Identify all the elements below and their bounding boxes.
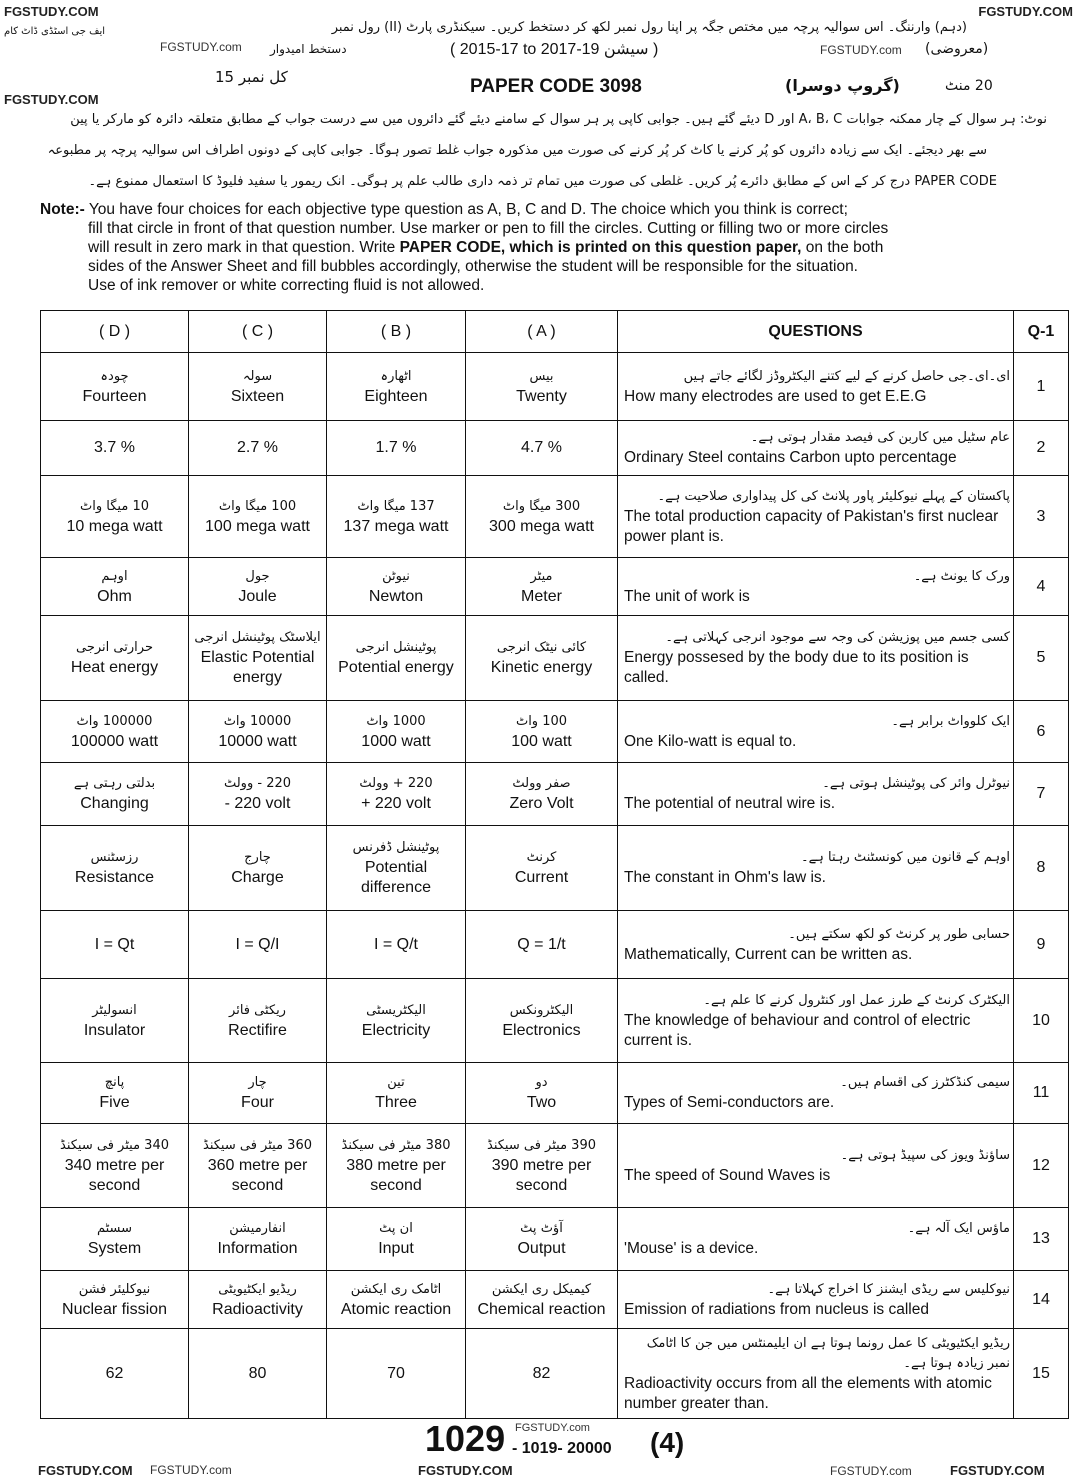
question-urdu: حسابی طور پر کرنٹ کو لکھ سکتے ہیں۔ [788, 926, 1010, 942]
option-english: Potential energy [338, 659, 454, 676]
option-urdu: 340 میٹر فی سیکنڈ [60, 1137, 169, 1153]
option-d [41, 763, 189, 826]
option-c [189, 1208, 327, 1271]
question-english: Mathematically, Current can be written as. [624, 945, 913, 963]
option-english: I = Q/I [235, 935, 280, 953]
option-english: Electricity [361, 1021, 431, 1039]
option-a [466, 616, 618, 701]
note-line: sides of the Answer Sheet and fill bubbles accordingly, otherwise the student will be responsible for the situation. [88, 258, 858, 275]
option-b [327, 1124, 466, 1208]
question-urdu: ماؤس ایک آلہ ہے۔ [907, 1221, 1010, 1236]
table-row [41, 826, 1069, 911]
question-number: 13 [1014, 1208, 1069, 1271]
option-english: Fourteen [82, 387, 147, 405]
option-urdu: 300 میگا واٹ [502, 498, 581, 514]
option-c [189, 1271, 327, 1329]
option-urdu: پانچ [104, 1075, 125, 1090]
option-english: Eighteen [364, 387, 428, 405]
option-urdu: اٹھارہ [380, 368, 412, 384]
footer-code: 1029 [425, 1418, 506, 1459]
table-row [41, 763, 1069, 826]
option-c [189, 979, 327, 1063]
option-c [189, 1063, 327, 1124]
option-a [466, 476, 618, 558]
option-english: Output [517, 1240, 566, 1257]
table-row [41, 1329, 1069, 1419]
option-urdu: 100 میگا واٹ [218, 498, 297, 514]
option-urdu: 360 میٹر فی سیکنڈ [203, 1137, 312, 1153]
question [618, 476, 1014, 558]
option-a [466, 701, 618, 763]
option-english: 10 mega watt [66, 517, 163, 535]
question-number: 15 [1014, 1329, 1069, 1419]
question-number: 5 [1014, 616, 1069, 701]
option-d [41, 476, 189, 558]
option-b [327, 558, 466, 616]
note-urdu-2: سے بھر دیجئے۔ ایک سے زیادہ دائروں کو پُر کرنے یا کاٹ کر پُر کرنے کی صورت میں مذکورہ جواب غلط تصور ہوگا۔ جوابی کاپی کے دونوں اطراف اس سوالیہ پرچہ پر مطبوعہ [47, 143, 987, 158]
watermark: FGSTUDY.COM [418, 1463, 513, 1478]
option-c [189, 558, 327, 616]
header-warning: (دہم) وارننگ۔ اس سوالیہ پرچہ میں مختص جگہ پر اپنا رول نمبر لکھ کر دستخط کریں۔ سیکنڈری پارٹ (II) رول نمبر [331, 20, 967, 35]
option-english: 1000 watt [361, 732, 431, 750]
option-urdu: الیکٹرونکس [509, 1002, 574, 1018]
option-c [189, 911, 327, 979]
option-urdu: چارج [244, 850, 271, 865]
header-option-d: ( D ) [41, 311, 189, 353]
option-english: Atomic reaction [340, 1300, 452, 1318]
question [618, 353, 1014, 421]
candidate-signature: دستخط امیدوار [270, 42, 347, 56]
option-d [41, 558, 189, 616]
option-english: Meter [521, 587, 562, 605]
option-b [327, 763, 466, 826]
question [618, 1063, 1014, 1124]
question-english: One Kilo-watt is equal to. [624, 732, 797, 750]
option-urdu: 220 - وولٹ [223, 776, 292, 791]
option-b [327, 1208, 466, 1271]
option-b [327, 826, 466, 911]
option-english: 300 mega watt [489, 517, 594, 535]
option-urdu: اوہم [101, 568, 128, 584]
question-english: The knowledge of behaviour and control of electric current is. [624, 1011, 971, 1049]
header-questions: QUESTIONS [618, 311, 1014, 353]
question-urdu: ریڈیو ایکٹیویٹی کا عمل رونما ہوتا ہے ان ایلیمنٹس میں جن کا اٹامک نمبر زیادہ ہوتا ہے۔ [646, 1335, 1010, 1371]
option-d [41, 1124, 189, 1208]
question-urdu: ساؤنڈ ویوز کی سپیڈ ہوتی ہے۔ [840, 1147, 1010, 1163]
watermark: FGSTUDY.COM [978, 4, 1073, 19]
option-urdu: بدلتی رہتی ہے [73, 776, 156, 791]
option-c [189, 353, 327, 421]
option-d [41, 421, 189, 476]
option-b [327, 1329, 466, 1419]
option-b [327, 476, 466, 558]
option-urdu: الیکٹریسٹی [366, 1002, 426, 1018]
option-english: 4.7 % [521, 439, 562, 456]
group: (گروپ دوسرا) [785, 76, 900, 95]
option-english: Changing [80, 795, 149, 812]
question [618, 1271, 1014, 1329]
option-english: 390 metre per second [491, 1156, 592, 1194]
option-english: Kinetic energy [490, 659, 593, 676]
option-english: Elastic Potential energy [200, 649, 315, 686]
option-urdu: کیمیکل ری ایکشن [491, 1281, 592, 1297]
option-english: 70 [387, 1364, 405, 1382]
option-urdu: 390 میٹر فی سیکنڈ [487, 1137, 596, 1153]
option-a [466, 763, 618, 826]
option-english: Two [526, 1094, 557, 1111]
option-english: I = Qt [94, 935, 135, 953]
option-english: Twenty [516, 387, 567, 405]
note-text: will result in zero mark in that question. Write [88, 239, 400, 256]
question-number: 6 [1014, 701, 1069, 763]
option-english: Charge [231, 869, 284, 886]
option-urdu: پوٹینشل ڈفرنس [352, 840, 440, 855]
option-urdu: میٹر [530, 568, 553, 584]
option-d [41, 1271, 189, 1329]
option-english: 100 watt [511, 732, 572, 750]
option-english: 1.7 % [375, 439, 417, 456]
option-urdu: ریکٹی فائر [229, 1002, 286, 1018]
option-b [327, 701, 466, 763]
question [618, 421, 1014, 476]
option-english: Potential difference [361, 859, 431, 896]
option-urdu: انفارمیشن [229, 1221, 286, 1236]
option-a [466, 558, 618, 616]
header-option-c: ( C ) [189, 311, 327, 353]
option-urdu: 220 + وولٹ [359, 776, 433, 791]
question-english: The unit of work is [624, 587, 750, 605]
watermark: FGSTUDY.com [830, 1464, 912, 1478]
option-a [466, 1063, 618, 1124]
paper-code: PAPER CODE 3098 [470, 76, 642, 97]
option-b [327, 979, 466, 1063]
note-bold: PAPER CODE, which is printed on this question paper, [399, 239, 802, 256]
option-english: Five [99, 1094, 130, 1111]
option-english: 62 [105, 1364, 124, 1382]
option-urdu: سسٹم [96, 1221, 133, 1236]
option-english: Insulator [83, 1021, 146, 1039]
question-number: 1 [1014, 353, 1069, 421]
option-urdu: 10 میگا واٹ [80, 498, 149, 514]
option-english: Rectifire [228, 1021, 287, 1039]
question-english: 'Mouse' is a device. [624, 1240, 759, 1257]
option-english: Information [217, 1240, 298, 1257]
option-english: Ohm [97, 587, 132, 605]
question [618, 1208, 1014, 1271]
option-english: 2.7 % [237, 439, 278, 456]
option-urdu: 10000 واٹ [223, 713, 292, 729]
question [618, 763, 1014, 826]
question-urdu: سیمی کنڈکٹرز کی اقسام ہیں۔ [840, 1075, 1010, 1090]
option-urdu: صفر وولٹ [512, 776, 571, 791]
question-urdu: ای۔ای۔جی حاصل کرنے کے لیے کتنے الیکٹروڈز لگائے جاتے ہیں [683, 368, 1010, 384]
question-urdu: ایک کلوواٹ برابر ہے۔ [891, 713, 1010, 729]
option-urdu: نیوکلیئر فشن [78, 1281, 151, 1297]
note-urdu-1: نوٹ: ہر سوال کے چار ممکنہ جوابات A، B، C اور D دیئے گئے ہیں۔ جوابی کاپی پر ہر سوال کے سامنے دیئے گئے دائروں میں سے درست جواب کے مطابق متعلقہ دائرہ کو مارکر یا پین [70, 112, 1047, 127]
option-a [466, 1124, 618, 1208]
option-b [327, 911, 466, 979]
option-english: Four [241, 1094, 274, 1111]
table-row [41, 701, 1069, 763]
option-a [466, 1208, 618, 1271]
question-number: 8 [1014, 826, 1069, 911]
footer-sub: - 1019- 20000 [512, 1440, 612, 1457]
option-urdu: 100 واٹ [515, 713, 568, 729]
option-urdu: بیس [529, 368, 554, 384]
option-urdu: 137 میگا واٹ [357, 498, 435, 514]
option-a [466, 979, 618, 1063]
option-b [327, 1271, 466, 1329]
option-english: I = Q/t [373, 935, 418, 953]
option-urdu: تین [387, 1075, 405, 1090]
option-a [466, 353, 618, 421]
option-b [327, 353, 466, 421]
table-row [41, 1063, 1069, 1124]
option-urdu: چودہ [100, 368, 129, 384]
option-english: Nuclear fission [62, 1300, 167, 1318]
question-english: The potential of neutral wire is. [624, 795, 836, 812]
option-urdu: پوٹینشل انرجی [355, 640, 437, 655]
option-english: 82 [532, 1364, 551, 1382]
option-english: System [87, 1240, 142, 1257]
note-english [40, 200, 1060, 295]
option-d [41, 1329, 189, 1419]
option-urdu: حرارتی انرجی [76, 640, 153, 655]
option-english: + 220 volt [361, 795, 431, 812]
watermark-urdu: ایف جی اسٹڈی ڈاٹ کام [4, 26, 106, 37]
question-number: 9 [1014, 911, 1069, 979]
option-b [327, 1063, 466, 1124]
option-a [466, 421, 618, 476]
option-c [189, 701, 327, 763]
option-c [189, 1329, 327, 1419]
option-c [189, 763, 327, 826]
total-marks: کل نمبر 15 [215, 68, 288, 86]
question-english: How many electrodes are used to get E.E.G [624, 387, 927, 405]
header-option-a: ( A ) [466, 311, 618, 353]
option-urdu: سولہ [242, 368, 273, 384]
table-row [41, 1208, 1069, 1271]
option-english: - 220 volt [224, 795, 291, 812]
option-urdu: 100000 واٹ [76, 713, 153, 729]
option-english: Q = 1/t [517, 935, 566, 953]
watermark: FGSTUDY.COM [38, 1463, 133, 1478]
table-row [41, 476, 1069, 558]
option-english: Newton [368, 587, 424, 605]
table-row [41, 353, 1069, 421]
option-english: 3.7 % [94, 439, 135, 456]
question [618, 701, 1014, 763]
question-urdu: کسی جسم میں پوزیشن کی وجہ سے موجود انرجی کہلاتی ہے۔ [665, 630, 1010, 645]
question-urdu: پاکستان کے پہلے نیوکلیئر پاور پلانٹ کی کل پیداواری صلاحیت ہے۔ [657, 488, 1010, 504]
watermark: FGSTUDY.COM [4, 4, 99, 19]
option-english: Radioactivity [212, 1300, 303, 1318]
table-row [41, 558, 1069, 616]
option-english: Heat energy [70, 659, 159, 676]
option-urdu: ریڈیو ایکٹیویٹی [218, 1281, 297, 1297]
option-urdu: جول [245, 568, 270, 584]
table-row [41, 1124, 1069, 1208]
option-english: Resistance [74, 869, 155, 886]
table-row [41, 1271, 1069, 1329]
watermark: FGSTUDY.com [820, 43, 902, 57]
option-a [466, 911, 618, 979]
question [618, 1124, 1014, 1208]
question-number: 2 [1014, 421, 1069, 476]
option-urdu: ان پٹ [379, 1221, 413, 1236]
option-urdu: رزسٹنس [90, 850, 139, 865]
page-number: (4) [650, 1427, 685, 1458]
option-english: Current [514, 869, 569, 886]
question-english: Emission of radiations from nucleus is called [624, 1300, 929, 1318]
option-d [41, 1208, 189, 1271]
option-english: Chemical reaction [477, 1300, 606, 1318]
option-urdu: چار [248, 1075, 267, 1090]
time-allowed: 20 منٹ [945, 78, 993, 94]
watermark: FGSTUDY.COM [950, 1463, 1045, 1478]
option-english: 380 metre per second [346, 1156, 446, 1194]
option-d [41, 701, 189, 763]
option-a [466, 1271, 618, 1329]
option-a [466, 826, 618, 911]
option-c [189, 1124, 327, 1208]
table-row [41, 421, 1069, 476]
note-line [40, 238, 1060, 257]
watermark: FGSTUDY.com [160, 40, 242, 54]
question-english: The total production capacity of Pakistan's first nuclear power plant is. [624, 507, 999, 545]
table-row [41, 979, 1069, 1063]
option-d [41, 911, 189, 979]
option-english: 137 mega watt [343, 517, 449, 535]
option-c [189, 616, 327, 701]
question [618, 979, 1014, 1063]
option-urdu: اٹامک ری ایکشن [350, 1281, 442, 1297]
note-text: on the both [801, 239, 884, 256]
question-english: Types of Semi-conductors are. [624, 1094, 835, 1111]
question-urdu: اوہم کے قانون میں کونسٹنٹ رہتا ہے۔ [801, 850, 1010, 865]
option-a [466, 1329, 618, 1419]
option-d [41, 616, 189, 701]
question-number: 10 [1014, 979, 1069, 1063]
question [618, 558, 1014, 616]
question-number: 4 [1014, 558, 1069, 616]
table-row [41, 616, 1069, 701]
question [618, 1329, 1014, 1419]
option-urdu: ایلاسٹک پوٹینشل انرجی [194, 630, 321, 645]
question-number: 11 [1014, 1063, 1069, 1124]
option-d [41, 826, 189, 911]
option-c [189, 826, 327, 911]
questions-table [40, 310, 1069, 1419]
option-b [327, 421, 466, 476]
option-english: 100 mega watt [205, 517, 310, 535]
question-urdu: نیوکلیس سے ریڈی ایشنز کا اخراج کہلاتا ہے۔ [767, 1281, 1010, 1297]
watermark: FGSTUDY.com [515, 1422, 590, 1434]
question-number: 12 [1014, 1124, 1069, 1208]
question-urdu: الیکٹرک کرنٹ کے طرز عمل اور کنٹرول کرنے کا علم ہے۔ [703, 992, 1010, 1008]
option-english: 80 [248, 1364, 267, 1382]
option-c [189, 421, 327, 476]
header-option-b: ( B ) [327, 311, 466, 353]
option-b [327, 616, 466, 701]
header-q-number: Q-1 [1014, 311, 1069, 353]
option-english: Sixteen [230, 387, 285, 405]
question-number: 7 [1014, 763, 1069, 826]
session: ( 2015-17 to 2017-19 سیشن ) [450, 41, 659, 58]
note-line: You have four choices for each objective type question as A, B, C and D. The choice which you think is correct; [88, 201, 848, 218]
note-urdu-3: PAPER CODE درج کر کے اس کے مطابق دائرے پُر کریں۔ غلطی کی صورت میں تمام تر ذمہ داری طالب علم پر ہوگی۔ انک ریمور یا سفید فلیوڈ کا استعمال ممنوع ہے۔ [88, 174, 997, 189]
note-label: Note:- [40, 201, 85, 218]
option-english: 360 metre per second [207, 1156, 308, 1194]
option-urdu: کرنٹ [526, 850, 557, 865]
option-english: 100000 watt [70, 732, 159, 750]
option-english: Electronics [502, 1021, 581, 1039]
question [618, 826, 1014, 911]
note-line: Use of ink remover or white correcting fluid is not allowed. [88, 277, 485, 294]
question-english: The constant in Ohm's law is. [624, 869, 826, 886]
question-urdu: عام سٹیل میں کاربن کی فیصد مقدار ہوتی ہے۔ [750, 430, 1010, 445]
question-english: Radioactivity occurs from all the elements with atomic number greater than. [624, 1374, 992, 1412]
question-urdu: نیوٹرل وائر کی پوٹینشل ہوتی ہے۔ [822, 776, 1010, 791]
option-d [41, 979, 189, 1063]
option-english: Input [378, 1240, 414, 1257]
question-urdu: ورک کا یونٹ ہے۔ [913, 568, 1010, 584]
option-urdu: نیوٹن [382, 568, 410, 584]
watermark: FGSTUDY.com [150, 1463, 232, 1477]
option-english: 340 metre per second [64, 1156, 165, 1194]
watermark: FGSTUDY.COM [4, 92, 99, 107]
question-number: 3 [1014, 476, 1069, 558]
option-english: Three [375, 1094, 417, 1111]
question-number: 14 [1014, 1271, 1069, 1329]
question [618, 911, 1014, 979]
question-english: The speed of Sound Waves is [624, 1166, 831, 1184]
question-english: Ordinary Steel contains Carbon upto percentage [624, 449, 957, 466]
note-line: fill that circle in front of that question number. Use marker or pen to fill the circles. Cutting or filling two or more circles [88, 220, 889, 237]
option-urdu: دو [535, 1075, 548, 1090]
option-english: Zero Volt [509, 795, 574, 812]
option-d [41, 353, 189, 421]
question-english: Energy possesed by the body due to its position is called. [624, 649, 969, 686]
option-urdu: انسولیٹر [92, 1002, 137, 1018]
option-urdu: کائی نیٹک انرجی [496, 640, 587, 655]
table-row [41, 911, 1069, 979]
option-english: 10000 watt [218, 732, 297, 750]
option-d [41, 1063, 189, 1124]
option-urdu: آؤٹ پٹ [520, 1221, 563, 1236]
option-urdu: 380 میٹر فی سیکنڈ [341, 1137, 451, 1153]
option-urdu: 1000 واٹ [366, 713, 426, 729]
option-english: Joule [238, 587, 277, 605]
question [618, 616, 1014, 701]
option-c [189, 476, 327, 558]
subject: (معروضی) [925, 41, 989, 57]
